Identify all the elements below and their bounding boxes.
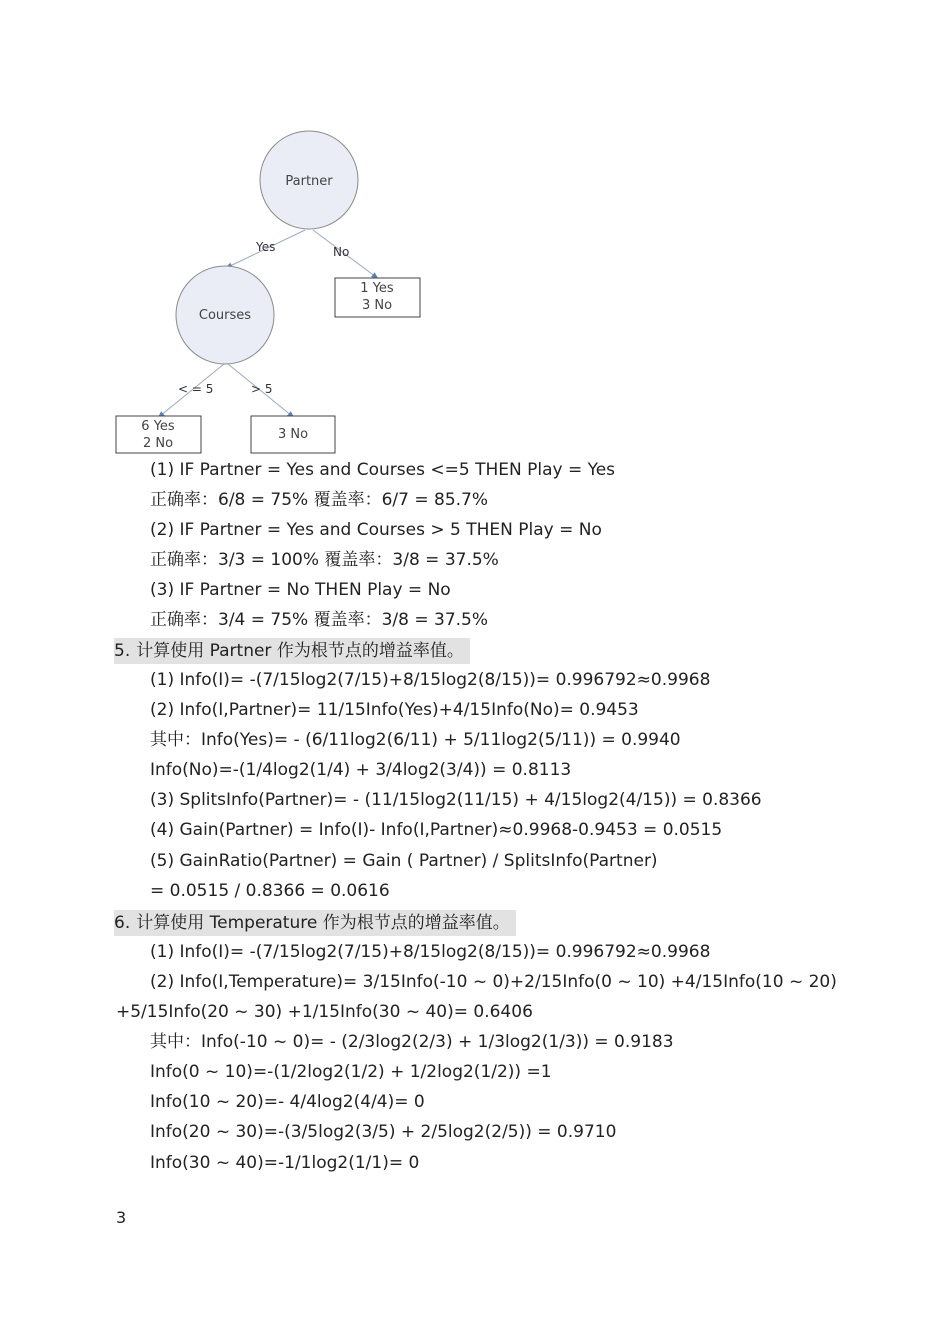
s6-line-6: Info(10 ~ 20)=- 4/4log2(4/4)= 0 bbox=[150, 1092, 425, 1112]
s5-line-7: (5) GainRatio(Partner) = Gain ( Partner) / SplitsInfo(Partner) bbox=[150, 851, 658, 871]
s6-line-7: Info(20 ~ 30)=-(3/5log2(3/5) + 2/5log2(2/5)) = 0.9710 bbox=[150, 1122, 617, 1142]
s6-line-8: Info(30 ~ 40)=-1/1log2(1/1)= 0 bbox=[150, 1153, 420, 1173]
decision-tree-diagram bbox=[0, 0, 950, 460]
rule-1-metrics: 正确率：6/8 = 75% 覆盖率：6/7 = 85.7% bbox=[150, 490, 489, 510]
s6-line-5: Info(0 ~ 10)=-(1/2log2(1/2) + 1/2log2(1/2)) =1 bbox=[150, 1062, 552, 1082]
section-5-heading bbox=[114, 638, 470, 664]
s5-line-3: 其中：Info(Yes)= - (6/11log2(6/11) + 5/11log2(5/11)) = 0.9940 bbox=[150, 730, 681, 750]
no-edge-label: No bbox=[333, 245, 350, 259]
rule-3: (3) IF Partner = No THEN Play = No bbox=[150, 580, 451, 600]
s5-line-1: (1) Info(I)= -(7/15log2(7/15)+8/15log2(8/15))= 0.996792≈0.9968 bbox=[150, 670, 711, 690]
s6-line-3: +5/15Info(20 ~ 30) +1/15Info(30 ~ 40)= 0.6406 bbox=[116, 1002, 533, 1022]
s6-line-4: 其中：Info(-10 ~ 0)= - (2/3log2(2/3) + 1/3log2(1/3)) = 0.9183 bbox=[150, 1032, 674, 1052]
le5-leaf-line1: 6 Yes bbox=[141, 419, 175, 434]
section-6-number: 6. bbox=[114, 913, 131, 933]
s5-line-5: (3) SplitsInfo(Partner)= - (11/15log2(11/15) + 4/15log2(4/15)) = 0.8366 bbox=[150, 790, 762, 810]
s5-line-6: (4) Gain(Partner) = Info(I)- Info(I,Partner)≈0.9968-0.9453 = 0.0515 bbox=[150, 820, 723, 840]
rule-1: (1) IF Partner = Yes and Courses <=5 THEN Play = Yes bbox=[150, 460, 616, 480]
gt5-edge-label: > 5 bbox=[251, 382, 273, 396]
s6-line-2: (2) Info(I,Temperature)= 3/15Info(-10 ~ 0)+2/15Info(0 ~ 10) +4/15Info(10 ~ 20) bbox=[150, 972, 837, 992]
rule-3-metrics: 正确率：3/4 = 75% 覆盖率：3/8 = 37.5% bbox=[150, 610, 489, 630]
le5-leaf-line2: 2 No bbox=[142, 436, 174, 451]
no-leaf-line1: 1 Yes bbox=[360, 281, 394, 296]
section-6-title: 计算使用 Temperature 作为根节点的增益率值。 bbox=[136, 913, 510, 933]
s6-line-1: (1) Info(I)= -(7/15log2(7/15)+8/15log2(8/15))= 0.996792≈0.9968 bbox=[150, 942, 711, 962]
rule-2-metrics: 正确率：3/3 = 100% 覆盖率：3/8 = 37.5% bbox=[150, 550, 499, 570]
s5-line-2: (2) Info(I,Partner)= 11/15Info(Yes)+4/15Info(No)= 0.9453 bbox=[150, 700, 639, 720]
gt5-leaf-label: 3 No bbox=[277, 427, 309, 442]
no-leaf-line2: 3 No bbox=[361, 298, 393, 313]
s5-line-8: = 0.0515 / 0.8366 = 0.0616 bbox=[150, 881, 390, 901]
rule-2: (2) IF Partner = Yes and Courses > 5 THEN Play = No bbox=[150, 520, 602, 540]
le5-edge-label: < = 5 bbox=[178, 382, 214, 396]
section-6-heading bbox=[114, 910, 516, 936]
courses-node-label: Courses bbox=[198, 308, 252, 323]
section-5-title: 计算使用 Partner 作为根节点的增益率值。 bbox=[136, 641, 464, 661]
page-number: 3 bbox=[116, 1208, 127, 1227]
yes-edge-label: Yes bbox=[256, 240, 276, 254]
s5-line-4: Info(No)=-(1/4log2(1/4) + 3/4log2(3/4)) = 0.8113 bbox=[150, 760, 572, 780]
partner-node-label: Partner bbox=[285, 174, 333, 189]
section-5-number: 5. bbox=[114, 641, 131, 661]
